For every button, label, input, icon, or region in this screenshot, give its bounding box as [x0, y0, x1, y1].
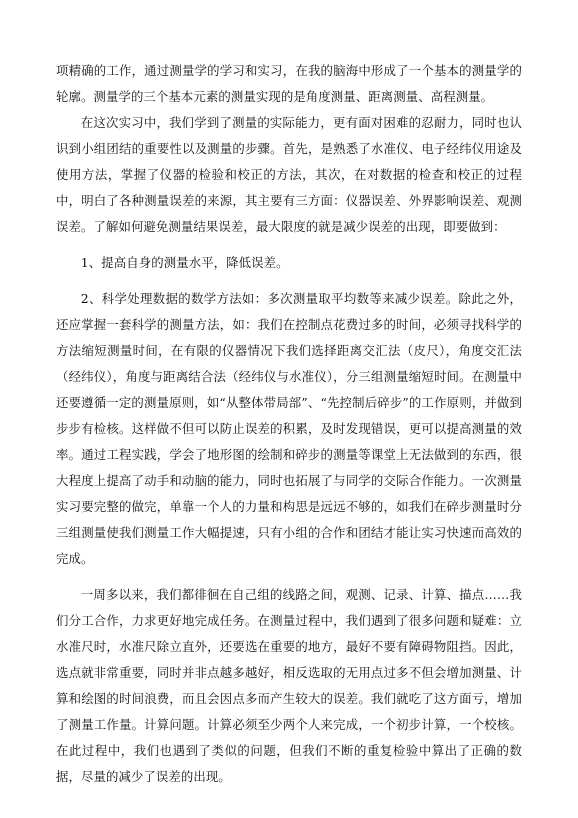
paragraph-3: 1、提高自身的测量水平，降低误差。 [80, 255, 289, 270]
paragraph-1: 项精确的工作，通过测量学的学习和实习，在我的脑海中形成了一个基本的测量学的轮廓。测量学的三个基本元素的测量实现的是角度测量、距离测量、高程测量。 [56, 63, 522, 104]
paragraph-4: 2、科学处理数据的数学方法如：多次测量取平均数等来减少误差。除此之外，还应掌握一套科学的测量方法，如：我们在控制点花费过多的时间，必须寻找科学的方法缩短测量时间，在有限的仪器情况下我们选择距离交汇法（皮尺），角度交汇法（经纬仪），角度与距离结合法（经纬仪与水准仪），分三组测量缩短时间。在测量中还要遵循一定的测量原则，如“从整体带局部”、“先控制后碎步”的工作原则，并做到步步有检核。这样做不但可以防止误差的积累，及时发现错误，更可以提高测量的效率。通过工程实践，学会了地形图的绘制和碎步的测量等课堂上无法做到的东西，很大程度上提高了动手和动脑的能力，同时也拓展了与同学的交际合作能力。一次测量实习要完整的做完，单靠一个人的力量和构思是远远不够的，如我们在碎步测量时分三组测量使我们测量工作大幅提速，只有小组的合作和团结才能让实习快速而高效的完成。 [56, 291, 522, 566]
paragraph-5: 一周多以来，我们都徘徊在自己组的线路之间，观测、记录、计算、描点……我们分工合作，力求更好地完成任务。在测量过程中，我们遇到了很多问题和疑难：立水准尺时，水准尺除立直外，还要选在重要的地方，最好不要有障碍物阻挡。因此，选点就非常重要，同时并非点越多越好，相反选取的无用点过多不但会增加测量、计算和绘图的时间浪费，而且会因点多而产生较大的误差。我们就吃了这方面亏，增加了测量工作量。计算问题。计算必须至少两个人来完成，一个初步计算，一个校核。在此过程中，我们也遇到了类似的问题，但我们不断的重复检验中算出了正确的数据，尽量的减少了误差的出现。 [56, 587, 522, 784]
paragraph-2: 在这次实习中，我们学到了测量的实际能力，更有面对困难的忍耐力，同时也认识到小组团结的重要性以及测量的步骤。首先，是熟悉了水准仪、电子经纬仪用途及使用方法，掌握了仪器的检验和校正的方法，其次，在对数据的检查和校正的过程中，明白了各种测量误差的来源，其主要有三方面：仪器误差、外界影响误差、观测误差。了解如何避免测量结果误差，最大限度的就是减少误差的出现，即要做到： [56, 115, 522, 234]
